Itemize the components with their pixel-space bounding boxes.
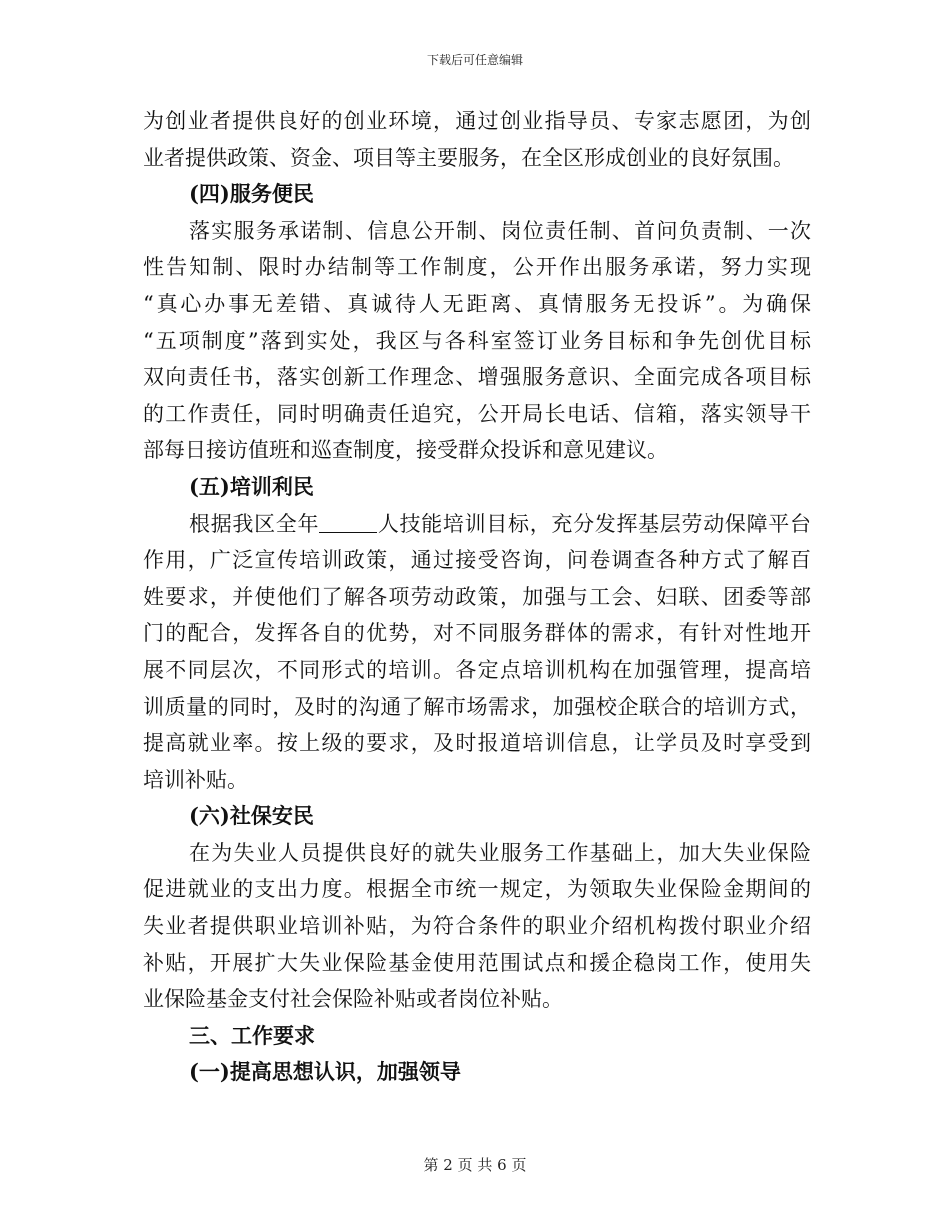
paragraph-line: 双向责任书，落实创新工作理念、增强服务意识、全面完成各项目标 [143, 365, 811, 390]
paragraph-line: 为创业者提供良好的创业环境，通过创业指导员、专家志愿团，为创 [143, 109, 811, 133]
page-number: 第 2 页 共 6 页 [423, 1156, 527, 1174]
paragraph-line: “真心办事无差错、真诚待人无距离、真情服务无投诉”。为确保 [143, 291, 811, 316]
document-body [143, 103, 811, 1091]
paragraph-line: 姓要求，并使他们了解各项劳动政策，加强与工会、妇联、团委等部 [143, 584, 811, 609]
paragraph-line: 门的配合，发挥各自的优势，对不同服务群体的需求，有针对性地开 [143, 621, 811, 646]
header-note: 下载后可任意编辑 [426, 53, 523, 67]
section-heading: (四)服务便民 [189, 181, 314, 207]
section-heading: (五)培训利民 [189, 473, 314, 499]
paragraph-line: “五项制度”落到实处，我区与各科室签订业务目标和争先创优目标 [143, 328, 811, 353]
paragraph-line: 补贴，开展扩大失业保险基金使用范围试点和援企稳岗工作，使用失 [143, 950, 811, 975]
paragraph-line: 培训补贴。 [143, 767, 248, 792]
paragraph-line: 业保险基金支付社会保险补贴或者岗位补贴。 [143, 987, 563, 1012]
paragraph-text: 人技能培训目标，充分发挥基层劳动保障平台 [377, 511, 812, 536]
paragraph-line: 的工作责任，同时明确责任追究，公开局长电话、信箱，落实领导干 [143, 401, 811, 426]
paragraph-line: 部每日接访值班和巡查制度，接受群众投诉和意见建议。 [143, 438, 668, 463]
paragraph-line: 促进就业的支出力度。根据全市统一规定，为领取失业保险金期间的 [143, 877, 811, 902]
section-heading: (一)提高思想认识，加强领导 [189, 1059, 461, 1085]
paragraph-line: 性告知制、限时办结制等工作制度，公开作出服务承诺，努力实现 [143, 255, 811, 280]
paragraph-line: 训质量的同时，及时的沟通了解市场需求，加强校企联合的培训方式， [143, 694, 811, 719]
paragraph-text: 根据我区全年 [189, 511, 320, 536]
paragraph-line: 落实服务承诺制、信息公开制、岗位责任制、首问负责制、一次 [189, 218, 811, 243]
paragraph-line: 在为失业人员提供良好的就失业服务工作基础上，加大失业保险 [189, 840, 811, 865]
paragraph-line: 展不同层次，不同形式的培训。各定点培训机构在加强管理，提高培 [143, 657, 811, 682]
paragraph-line: 失业者提供职业培训补贴，为符合条件的职业介绍机构拨付职业介绍 [143, 914, 811, 939]
fill-in-blank [319, 510, 377, 533]
paragraph-line: 业者提供政策、资金、项目等主要服务，在全区形成创业的良好氛围。 [143, 145, 794, 170]
section-heading: (六)社保安民 [189, 803, 314, 829]
paragraph-line [143, 506, 811, 543]
part-heading: 三、工作要求 [189, 1022, 315, 1048]
paragraph-line: 作用，广泛宣传培训政策，通过接受咨询，问卷调查各种方式了解百 [143, 548, 811, 573]
paragraph-line: 提高就业率。按上级的要求，及时报道培训信息，让学员及时享受到 [143, 731, 811, 756]
